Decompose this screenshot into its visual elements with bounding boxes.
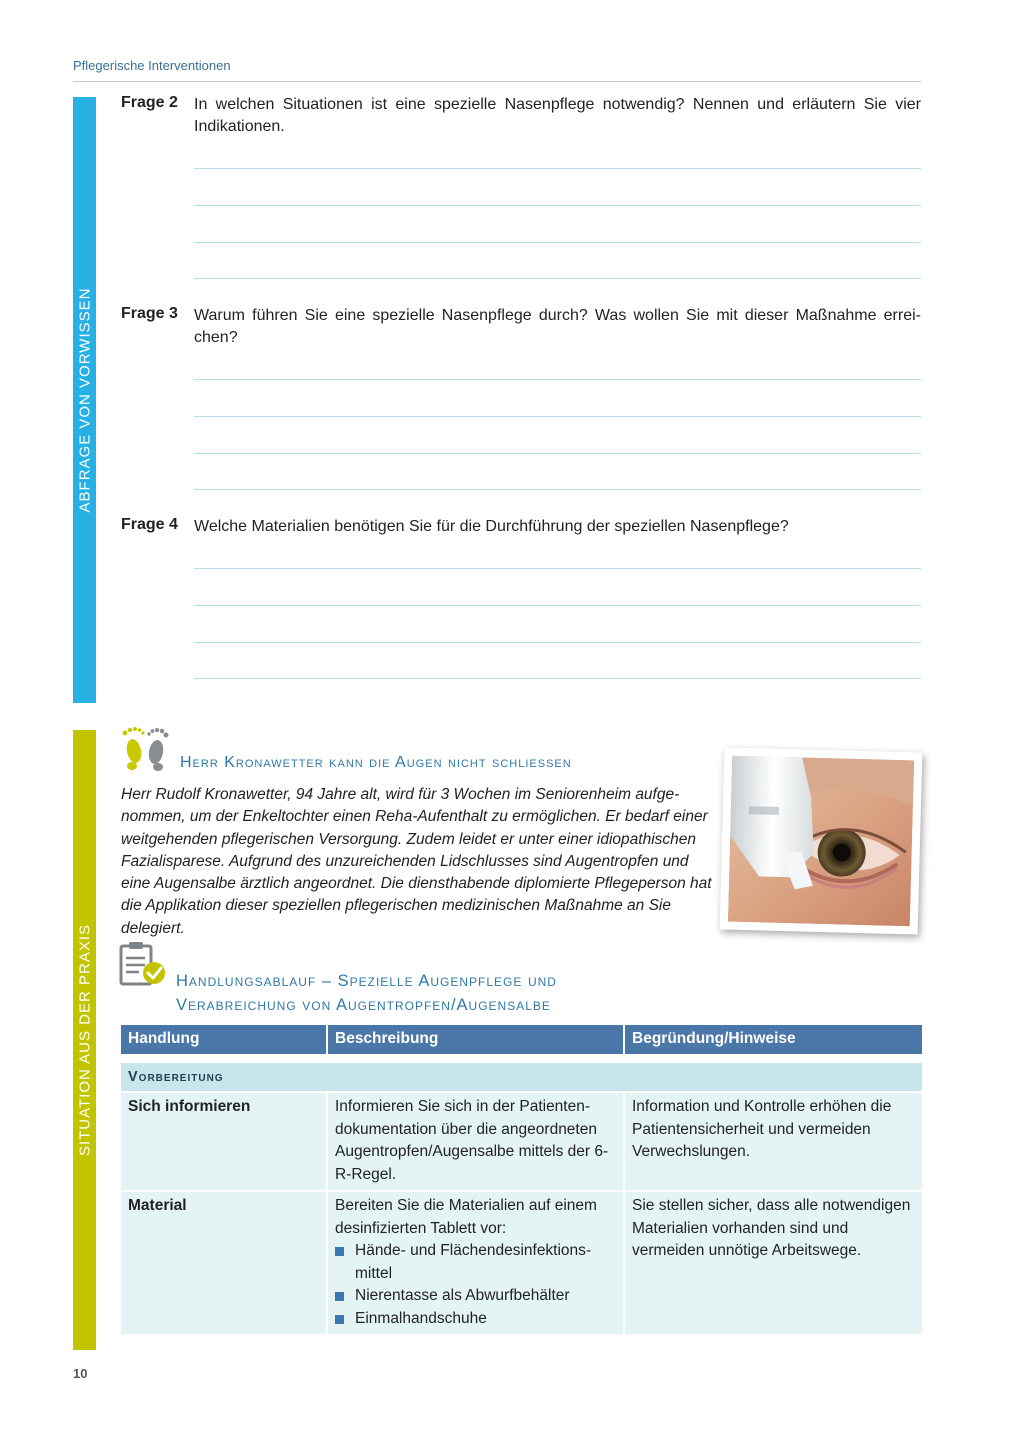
eye-drops-image (728, 756, 914, 927)
question-label: Frage 2 (121, 94, 178, 111)
situation-text: Herr Rudolf Kronawetter, 94 Jahre alt, wird für 3 Wochen im Seniorenheim aufgenommen, um der Enkeltochter einen Reha-Aufenthalt zu ermöglichen. Er bedarf einer weitgehenden pflegerischen Versorgung. Zudem leidet er unter einer idiopathischen Fazialisparese. Aufgrund des unzureichenden Lidschlusses sind Augentropfen und eine Augensalbe ärztlich angeordnet. Die diensthabende diplomierte Pflegeperson hat die Applikation dieser speziellen pflegerischen medizinischen Maßnahme an Sie delegiert. (121, 786, 712, 937)
question-label: Frage 3 (121, 305, 178, 322)
page-number: 10 (73, 1366, 88, 1381)
row-beschreibung: Informieren Sie sich in der Patientendokumentation über die angeordneten Augentropfen/Augensalbe mittels der 6-R-Regel. (328, 1091, 625, 1190)
column-header-handlung: Handlung (121, 1025, 328, 1054)
side-label-practice-situation (73, 730, 96, 1350)
procedure-title (176, 969, 676, 1017)
material-list (335, 1240, 616, 1330)
question-2 (121, 94, 921, 280)
question-3 (121, 305, 921, 491)
answer-line[interactable] (194, 489, 921, 490)
answer-line[interactable] (194, 416, 921, 417)
footprints-icon (119, 724, 171, 772)
procedure-title-line-1: Handlungsablauf – Spezielle Augenpflege und (176, 972, 557, 990)
list-item: Hände- und Flächendesinfektionsmittel (335, 1240, 616, 1285)
table-header-row (121, 1025, 922, 1054)
side-label-lower-text: SITUATION AUS DER PRAXIS (76, 923, 93, 1157)
answer-line[interactable] (194, 379, 921, 380)
list-item: Nierentasse als Abwurfbehälter (335, 1285, 616, 1308)
column-header-beschreibung: Beschreibung (328, 1025, 625, 1054)
question-text: In welchen Situationen ist eine spezielle Nasenpflege notwendig? Nennen und erläutern Sie vier Indikationen. (194, 96, 921, 135)
row-begruendung: Information und Kontrolle erhöhen die Patientensicherheit und vermeiden Verwechslungen. (625, 1091, 922, 1190)
row-handlung: Material (121, 1190, 328, 1334)
clipboard-check-icon (119, 940, 167, 986)
answer-line[interactable] (194, 453, 921, 454)
row-handlung: Sich informieren (121, 1091, 328, 1190)
row-beschreibung (328, 1190, 625, 1334)
column-header-begruendung: Begründung/Hinweise (625, 1025, 922, 1054)
question-label: Frage 4 (121, 516, 178, 533)
running-head: Pflegerische Interventionen (73, 58, 231, 73)
side-label-prior-knowledge (73, 97, 96, 703)
list-item: Einmalhandschuhe (335, 1308, 616, 1331)
question-text: Warum führen Sie eine spezielle Nasenpflege durch? Was wollen Sie mit dieser Maßnahme erreichen? (194, 307, 921, 346)
answer-line[interactable] (194, 242, 921, 243)
answer-line[interactable] (194, 678, 921, 679)
row-beschreibung-text: Bereiten Sie die Materialien auf einem desinfizierten Tablett vor: (335, 1197, 597, 1237)
question-text: Welche Materialien benötigen Sie für die Durchführung der speziellen Nasenpflege? (194, 518, 789, 535)
situation-title: Herr Kronawetter kann die Augen nicht schliessen (180, 754, 572, 771)
section-row (121, 1063, 922, 1092)
side-label-upper-text: ABFRAGE VON VORWISSEN (76, 287, 93, 513)
table-row (121, 1091, 922, 1190)
answer-line[interactable] (194, 605, 921, 606)
answer-line[interactable] (194, 642, 921, 643)
table-row (121, 1190, 922, 1334)
answer-line[interactable] (194, 168, 921, 169)
eye-drops-photo (720, 747, 923, 934)
header-divider (73, 81, 921, 82)
procedure-table (121, 1025, 922, 1334)
answer-line[interactable] (194, 278, 921, 279)
question-4 (121, 516, 921, 680)
answer-line[interactable] (194, 205, 921, 206)
answer-line[interactable] (194, 568, 921, 569)
section-label: Vorbereitung (121, 1063, 922, 1092)
row-begruendung: Sie stellen sicher, dass alle notwendigen Materialien vorhanden sind und vermeiden unnötige Arbeitswege. (625, 1190, 922, 1334)
procedure-title-line-2: Verabreichung von Augentropfen/Augensalbe (176, 996, 551, 1014)
